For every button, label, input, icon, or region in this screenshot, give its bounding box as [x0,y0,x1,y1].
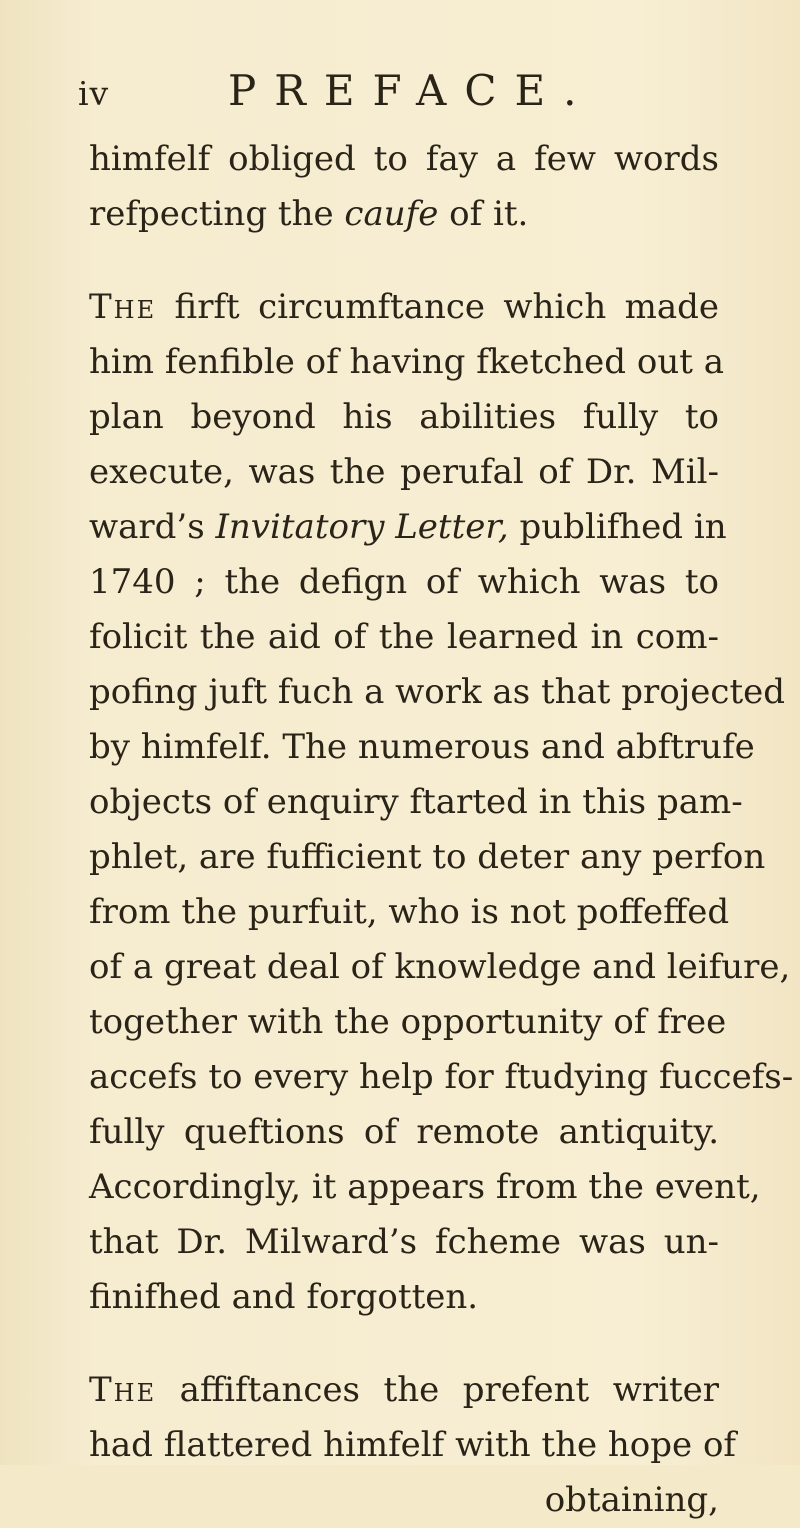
paragraph [89,132,719,242]
text-line [89,132,719,187]
text-line [89,445,719,500]
line-text: ward’s Invitatory Letter, publifhed in [89,507,727,547]
text-line [89,610,719,665]
line-text: accefs to every help for ftudying fuccefs- [89,1057,794,1097]
text-line [89,1363,719,1418]
italic-word: Letter, [395,507,509,547]
line-text: that Dr. Milward’s fcheme was un- [89,1222,719,1262]
text-line [89,1105,719,1160]
text-line [89,1473,719,1528]
page-number: iv [78,74,110,113]
text-line [89,390,719,445]
line-text: had flattered himfelf with the hope of [89,1425,737,1465]
line-text: of a great deal of knowledge and leifure, [89,947,791,987]
text-line [89,885,730,940]
line-text: phlet, are fufficient to deter any perfon [89,837,766,877]
line-text: pofing juft fuch a work as that projected [89,672,785,712]
italic-word: caufe [344,194,439,234]
text-line [89,940,791,995]
text-line [89,187,719,242]
text-line [89,1050,794,1105]
line-text: himfelf obliged to fay a few words [89,139,719,179]
paragraph-gap [89,1325,719,1363]
line-text: affiftances the prefent writer [156,1370,719,1410]
line-text: together with the opportunity of free [89,1002,727,1042]
text-line [89,280,719,335]
page-header [78,66,758,126]
body-text [89,132,794,1528]
paragraph-gap [89,242,719,280]
text-line [89,665,785,720]
text-line [89,500,727,555]
running-head: PREFACE. [228,66,595,115]
paragraph [89,1363,737,1528]
text-line [89,555,719,610]
small-caps-lead: The [89,1370,157,1410]
text-line [89,1215,719,1270]
paragraph [89,280,794,1325]
text-line [89,1160,761,1215]
text-line [89,1270,719,1325]
line-text: execute, was the perufal of Dr. Mil- [89,452,719,492]
line-text: 1740 ; the defign of which was to [89,562,719,602]
text-line [89,720,755,775]
line-text: objects of enquiry ftarted in this pam- [89,782,743,822]
text-line [89,335,724,390]
text-line [89,775,743,830]
line-text: obtaining, [544,1480,719,1520]
line-text: folicit the aid of the learned in com- [89,617,719,657]
line-text: by himfelf. The numerous and abftrufe [89,727,755,767]
line-text: fully queftions of remote antiquity. [89,1112,719,1152]
line-text: plan beyond his abilities fully to [89,397,719,437]
line-text: Accordingly, it appears from the event, [89,1167,761,1207]
text-line [89,830,766,885]
line-text: finifhed and forgotten. [89,1277,479,1317]
italic-word: Invitatory [215,507,385,547]
small-caps-lead: The [89,287,157,327]
text-line [89,995,727,1050]
line-text: from the purfuit, who is not poffeffed [89,892,730,932]
line-text: firft circumftance which made [156,287,719,327]
line-text: him fenfible of having fketched out a [89,342,724,382]
line-text: refpecting the caufe of it. [89,194,529,234]
